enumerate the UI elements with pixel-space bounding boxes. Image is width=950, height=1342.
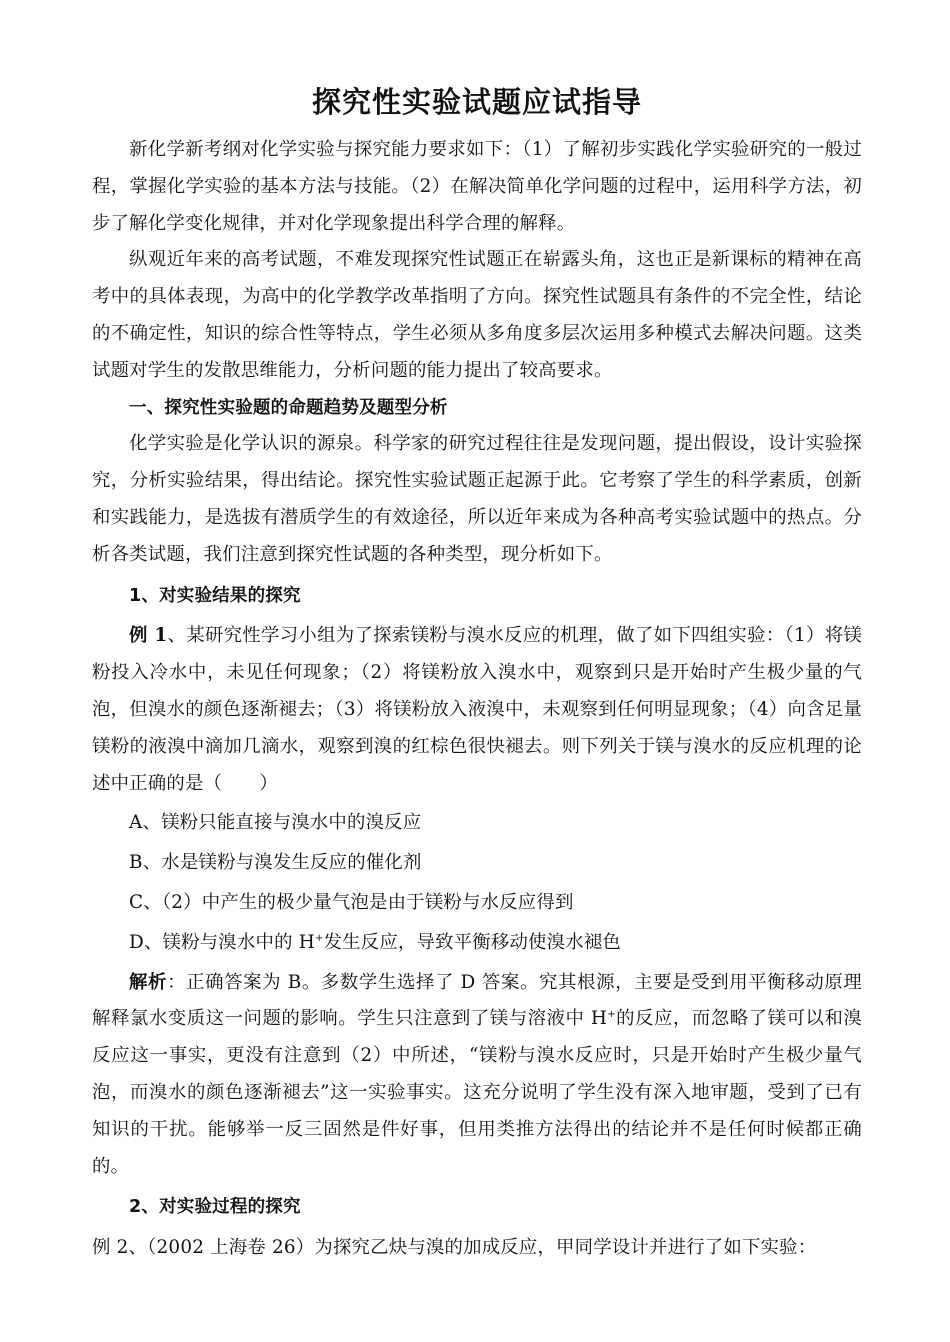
subsection-heading-2: 2、对实验过程的探究	[129, 1197, 301, 1218]
intro-paragraph-1: 新化学新考纲对化学实验与探究能力要求如下：（1）了解初步实践化学实验研究的一般过程，掌握化学实验的基本方法与技能。（2）在解决简单化学问题的过程中，运用科学方法，初步了解化学变化规律，并对化学现象提出科学合理的解释。	[92, 139, 862, 234]
analysis-label: 解析	[129, 971, 168, 993]
document-page	[92, 0, 862, 1267]
example-1-label: 例 1	[129, 625, 168, 647]
example-1-text: 、某研究性学习小组为了探索镁粉与溴水反应的机理，做了如下四组实验：（1）将镁粉投入冷水中，未见任何现象；（2）将镁粉放入溴水中，观察到只是开始时产生极少量的气泡，但溴水的颜色逐渐褪去；（3）将镁粉放入液溴中，未观察到任何明显现象；（4）向含足量镁粉的液溴中滴加几滴水，观察到溴的红棕色很快褪去。则下列关于镁与溴水的反应机理的论述中正确的是（ ）	[92, 625, 862, 794]
section-heading-1: 一、探究性实验题的命题趋势及题型分析	[129, 397, 448, 418]
example-2: 例 2、（2002 上海卷 26）为探究乙炔与溴的加成反应，甲同学设计并进行了如下实验：	[92, 1237, 817, 1259]
option-c: C、（2）中产生的极少量气泡是由于镁粉与水反应得到	[129, 891, 574, 913]
option-b: B、水是镁粉与溴发生反应的催化剂	[129, 852, 422, 874]
option-d-text-pre: D、镁粉与溴水中的 H	[129, 931, 315, 953]
option-d-text-post: 发生反应，导致平衡移动使溴水褪色	[323, 931, 622, 953]
analysis-text-pre: ：正确答案为 B。多数学生选择了 D 答案。究其根源，主要是受到用平衡移动原理解释氯水变质这一问题的影响。学生只注意到了镁与溶液中 H	[92, 971, 862, 1030]
subsection-heading-1: 1、对实验结果的探究	[129, 585, 301, 606]
section-paragraph-1: 化学实验是化学认识的源泉。科学家的研究过程往往是发现问题，提出假设，设计实验探究，分析实验结果，得出结论。探究性实验试题正起源于此。它考察了学生的科学素质，创新和实践能力，是选拔有潜质学生的有效途径，所以近年来成为各种高考实验试题中的热点。分析各类试题，我们注意到探究性试题的各种类型，现分析如下。	[92, 433, 862, 565]
analysis-superscript: +	[607, 1009, 616, 1021]
example-1	[92, 618, 862, 802]
document-title: 探究性实验试题应试指导	[311, 85, 642, 119]
analysis-text-post: 的反应，而忽略了镁可以和溴反应这一事实，更没有注意到（2）中所述，“镁粉与溴水反应时，只是开始时产生极少量气泡，而溴水的颜色逐渐褪去”这一实验事实。这充分说明了学生没有深入地审题，受到了已有知识的干扰。能够举一反三固然是件好事，但用类推方法得出的结论并不是任何时候都正确的。	[92, 1008, 862, 1177]
option-d-superscript: +	[314, 932, 324, 944]
intro-paragraph-2: 纵观近年来的高考试题，不难发现探究性试题正在崭露头角，这也正是新课标的精神在高考中的具体表现，为高中的化学教学改革指明了方向。探究性试题具有条件的不完全性，结论的不确定性，知识的综合性等特点，学生必须从多角度多层次运用多种模式去解决问题。这类试题对学生的发散思维能力，分析问题的能力提出了较高要求。	[92, 249, 862, 381]
option-d	[92, 925, 862, 962]
analysis-paragraph	[92, 965, 862, 1186]
option-a: A、镁粉只能直接与溴水中的溴反应	[129, 812, 422, 834]
